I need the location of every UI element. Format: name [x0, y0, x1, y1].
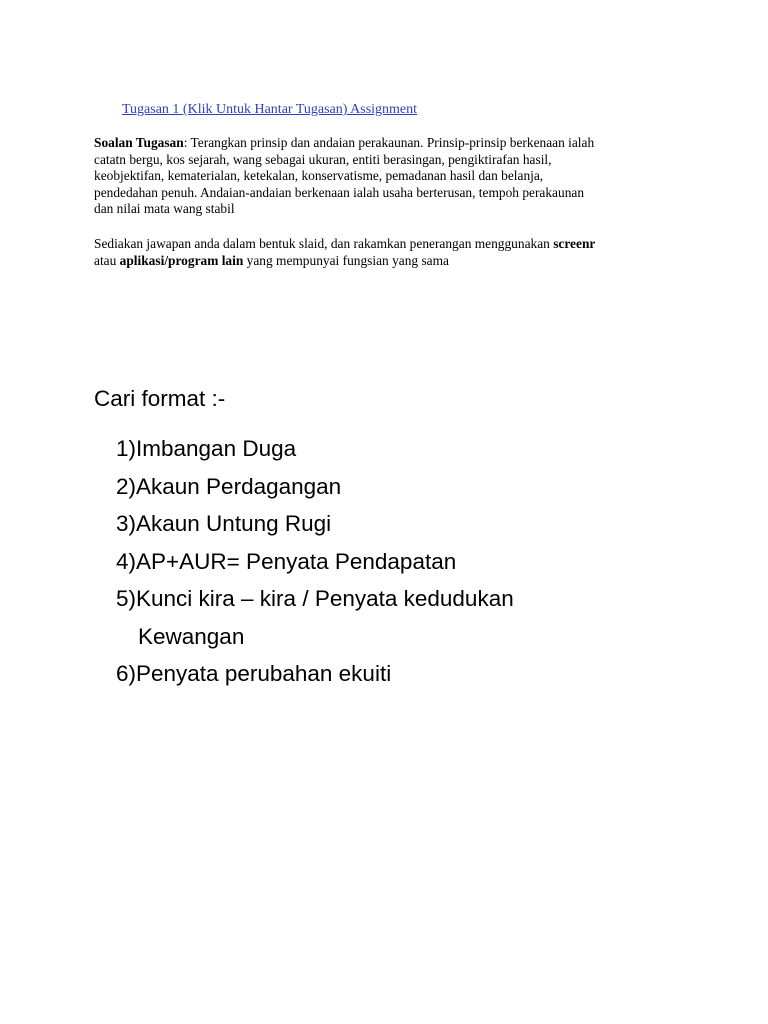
- assignment-link[interactable]: Tugasan 1 (Klik Untuk Hantar Tugasan) Assignment: [122, 102, 418, 117]
- question-line-4: pendedahan penuh. Andaian-andaian berkenaan ialah usaha berterusan, tempoh perakaunan: [94, 184, 585, 200]
- question-line-2: catatn bergu, kos sejarah, wang sebagai ukuran, entiti berasingan, pengiktirafan hasil,: [94, 151, 552, 167]
- assignment-question: [94, 135, 694, 218]
- question-colon: :: [183, 135, 188, 150]
- instruction-text-3: yang mempunyai fungsian yang sama: [243, 252, 449, 268]
- list-item: [116, 543, 636, 581]
- instruction-text-1: Sediakan jawapan anda dalam bentuk slaid, dan rakamkan penerangan menggunakan: [94, 236, 554, 251]
- question-line-1: Terangkan prinsip dan andaian perakaunan. Prinsip-prinsip berkenaan ialah: [187, 135, 595, 150]
- format-item-4: 4)AP+AUR= Penyata Pendapatan: [116, 548, 457, 574]
- question-line-3: keobjektifan, kematerialan, ketekalan, konservatisme, pemadanan hasil dan belanja,: [94, 168, 544, 183]
- format-heading: Cari format :-: [94, 386, 226, 411]
- assignment-instruction: [94, 236, 694, 269]
- list-item: [116, 430, 636, 468]
- question-line-5: dan nilai mata wang stabil: [94, 201, 235, 216]
- list-item: [116, 580, 636, 655]
- format-item-3: 3)Akaun Untung Rugi: [116, 511, 332, 536]
- format-item-1: 1)Imbangan Duga: [116, 436, 297, 461]
- format-item-5-continuation: Kewangan: [138, 623, 245, 649]
- list-item: [116, 655, 636, 693]
- question-label: Soalan Tugasan: [94, 135, 184, 150]
- format-item-2: 2)Akaun Perdagangan: [116, 473, 342, 499]
- format-list: [116, 430, 636, 693]
- list-item: [116, 505, 636, 543]
- format-item-6: 6)Penyata perubahan ekuiti: [116, 661, 392, 686]
- format-item-5: 5)Kunci kira – kira / Penyata kedudukan: [116, 586, 514, 611]
- instruction-other-app: aplikasi/program lain: [119, 252, 244, 268]
- list-item: [116, 468, 636, 506]
- instruction-screenr: screenr: [553, 236, 596, 251]
- instruction-text-2: atau: [94, 252, 120, 268]
